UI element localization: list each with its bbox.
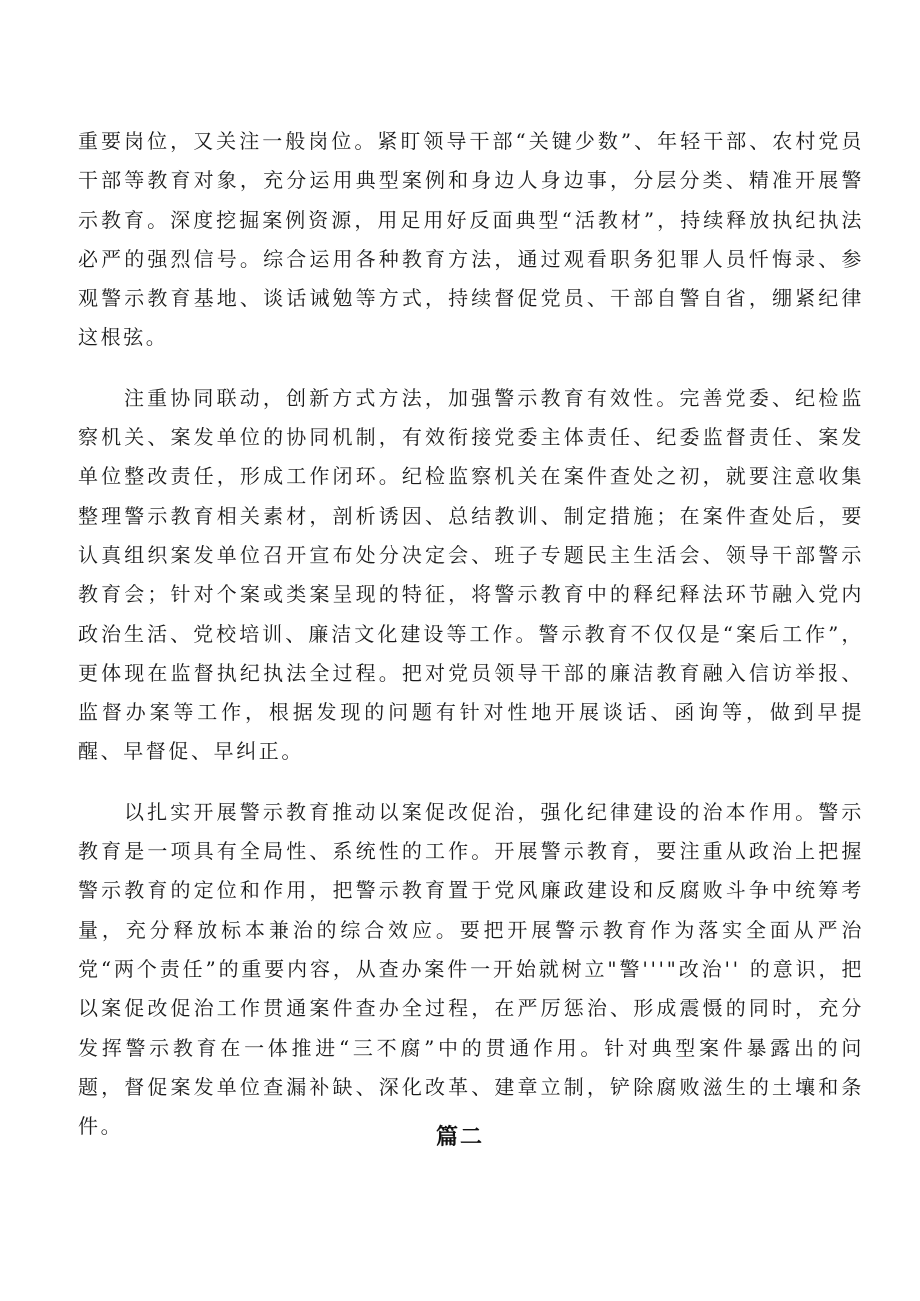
paragraph-3: 以扎实开展警示教育推动以案促改促治，强化纪律建设的治本作用。警示教育是一项具有全局性、系统性的工作。开展警示教育，要注重从政治上把握警示教育的定位和作用，把警示教育置于党风廉政建设和反腐败斗争中统筹考量，充分释放标本兼治的综合效应。要把开展警示教育作为落实全面从严治党“两个责任”的重要内容，从查办案件一开始就树立"警'''"改治'' 的意识，把以案促改促治工作贯通案件查办全过程，在严厉惩治、形成震慑的同时，充分发挥警示教育在一体推进“三不腐”中的贯通作用。针对典型案件暴露出的问题，督促案发单位查漏补缺、深化改革、建章立制，铲除腐败滋生的土壤和条件。 [78, 799, 864, 1139]
paragraph-2: 注重协同联动，创新方式方法，加强警示教育有效性。完善党委、纪检监察机关、案发单位的协同机制，有效衔接党委主体责任、纪委监督责任、案发单位整改责任，形成工作闭环。纪检监察机关在案件查处之初，就要注意收集整理警示教育相关素材，剖析诱因、总结教训、制定措施；在案件查处后，要认真组织案发单位召开宣布处分决定会、班子专题民主生活会、领导干部警示教育会；针对个案或类案呈现的特征，将警示教育中的释纪释法环节融入党内政治生活、党校培训、廉洁文化建设等工作。警示教育不仅仅是“案后工作”，更体现在监督执纪执法全过程。把对党员领导干部的廉洁教育融入信访举报、监督办案等工作，根据发现的问题有针对性地开展谈话、函询等，做到早提醒、早督促、早纠正。 [78, 385, 864, 764]
paragraph-1: 重要岗位，又关注一般岗位。紧盯领导干部“关键少数”、年轻干部、农村党员干部等教育对象，充分运用典型案例和身边人身边事，分层分类、精准开展警示教育。深度挖掘案例资源，用足用好反面典型“活教材”，持续释放执纪执法必严的强烈信号。综合运用各种教育方法，通过观看职务犯罪人员忏悔录、参观警示教育基地、谈话诫勉等方式，持续督促党员、干部自警自省，绷紧纪律这根弦。 [78, 129, 864, 350]
document-body [78, 122, 864, 1167]
section-heading: 篇二 [435, 1125, 484, 1150]
